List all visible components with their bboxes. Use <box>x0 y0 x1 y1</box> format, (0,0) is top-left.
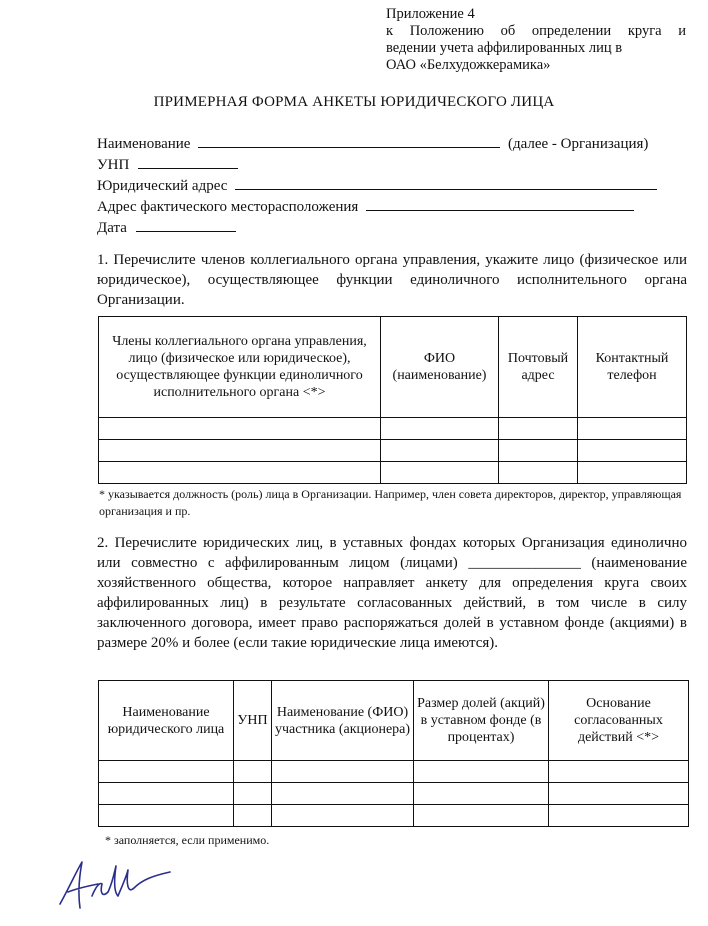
table-cell[interactable] <box>234 783 272 805</box>
table-cell[interactable] <box>381 462 499 484</box>
table-cell[interactable] <box>272 805 414 827</box>
legal-address-label: Юридический адрес <box>97 178 228 194</box>
legal-address-row <box>97 174 687 195</box>
name-label: Наименование <box>97 136 191 152</box>
appendix-line: ОАО «Белхудожкерамика» <box>386 57 551 73</box>
table-cell[interactable] <box>272 783 414 805</box>
table-cell[interactable] <box>499 440 578 462</box>
table-cell[interactable] <box>272 761 414 783</box>
table-header-cell: Почтовый адрес <box>499 317 578 418</box>
table-header-cell: Размер долей (акций) в уставном фонде (в процентах) <box>414 681 549 761</box>
table-cell[interactable] <box>99 418 381 440</box>
table-header-row <box>99 317 687 418</box>
page-title: ПРИМЕРНАЯ ФОРМА АНКЕТЫ ЮРИДИЧЕСКОГО ЛИЦА <box>153 94 555 110</box>
table-cell[interactable] <box>578 440 687 462</box>
table-header-cell: Члены коллегиального органа управления, лицо (физическое или юридическое), осуществляющее функции единоличного исполнительного органа <*> <box>99 317 381 418</box>
table-cell[interactable] <box>549 761 689 783</box>
section1-text: 1. Перечислите членов коллегиального органа управления, укажите лицо (физическое или юридическое), осуществляющее функции единоличного исполнительного органа Организации. <box>97 252 687 308</box>
table-cell[interactable] <box>499 462 578 484</box>
table-header-cell: УНП <box>234 681 272 761</box>
date-input-line[interactable] <box>136 216 236 232</box>
table-cell[interactable] <box>414 783 549 805</box>
legal-address-input-line[interactable] <box>235 174 657 190</box>
table-cell[interactable] <box>99 462 381 484</box>
actual-address-label: Адрес фактического месторасположения <box>97 199 359 215</box>
table-row <box>99 783 689 805</box>
table-header-cell: ФИО (наименование) <box>381 317 499 418</box>
section1-table <box>98 316 687 484</box>
signature <box>52 856 182 916</box>
section1-footnote: * указывается должность (роль) лица в Организации. Например, член совета директоров, директор, управляющая организация и пр. <box>99 487 682 518</box>
actual-address-row <box>97 195 687 216</box>
appendix-header <box>386 6 686 74</box>
table-cell[interactable] <box>414 805 549 827</box>
table-row <box>99 805 689 827</box>
table-cell[interactable] <box>99 761 234 783</box>
table-row <box>99 462 687 484</box>
table-cell[interactable] <box>578 418 687 440</box>
table-header-cell: Основание согласованных действий <*> <box>549 681 689 761</box>
appendix-line: к Положению об определении круга и <box>386 23 686 39</box>
form-fields <box>97 132 687 237</box>
table-cell[interactable] <box>549 805 689 827</box>
table-cell[interactable] <box>381 418 499 440</box>
table-row <box>99 418 687 440</box>
table-cell[interactable] <box>381 440 499 462</box>
section2-table <box>98 680 689 827</box>
table-header-cell: Наименование (ФИО) участника (акционера) <box>272 681 414 761</box>
appendix-line: Приложение 4 <box>386 6 475 22</box>
table-row <box>99 761 689 783</box>
section2-footnote: * заполняется, если применимо. <box>105 833 270 847</box>
table-cell[interactable] <box>99 440 381 462</box>
table-cell[interactable] <box>414 761 549 783</box>
table-cell[interactable] <box>99 783 234 805</box>
table-cell[interactable] <box>549 783 689 805</box>
date-row <box>97 216 687 237</box>
table-header-cell: Наименование юридического лица <box>99 681 234 761</box>
table-cell[interactable] <box>234 805 272 827</box>
section2-text: 2. Перечислите юридических лиц, в уставных фондах которых Организация единолично или совместно с аффилированным лицом (лицами) _______________ (наименование хозяйственного общества, которое направляет анкету для определения круга своих аффилированных лиц) в результате согласованных действий, в том числе в силу заключенного договора, имеет право распоряжаться долей в уставном фонде (акциями) в размере 20% и более (если такие юридические лица имеются). <box>97 535 687 651</box>
date-label: Дата <box>97 220 127 236</box>
table-header-row <box>99 681 689 761</box>
table-cell[interactable] <box>234 761 272 783</box>
table-cell[interactable] <box>578 462 687 484</box>
name-input-line[interactable] <box>198 132 500 148</box>
table-header-cell: Контактный телефон <box>578 317 687 418</box>
name-row <box>97 132 687 153</box>
appendix-line: ведении учета аффилированных лиц в <box>386 40 623 56</box>
unp-row <box>97 153 687 174</box>
unp-input-line[interactable] <box>138 153 238 169</box>
name-suffix: (далее - Организация) <box>507 136 649 152</box>
actual-address-input-line[interactable] <box>366 195 634 211</box>
table-row <box>99 440 687 462</box>
unp-label: УНП <box>97 157 130 173</box>
table-cell[interactable] <box>499 418 578 440</box>
table-cell[interactable] <box>99 805 234 827</box>
